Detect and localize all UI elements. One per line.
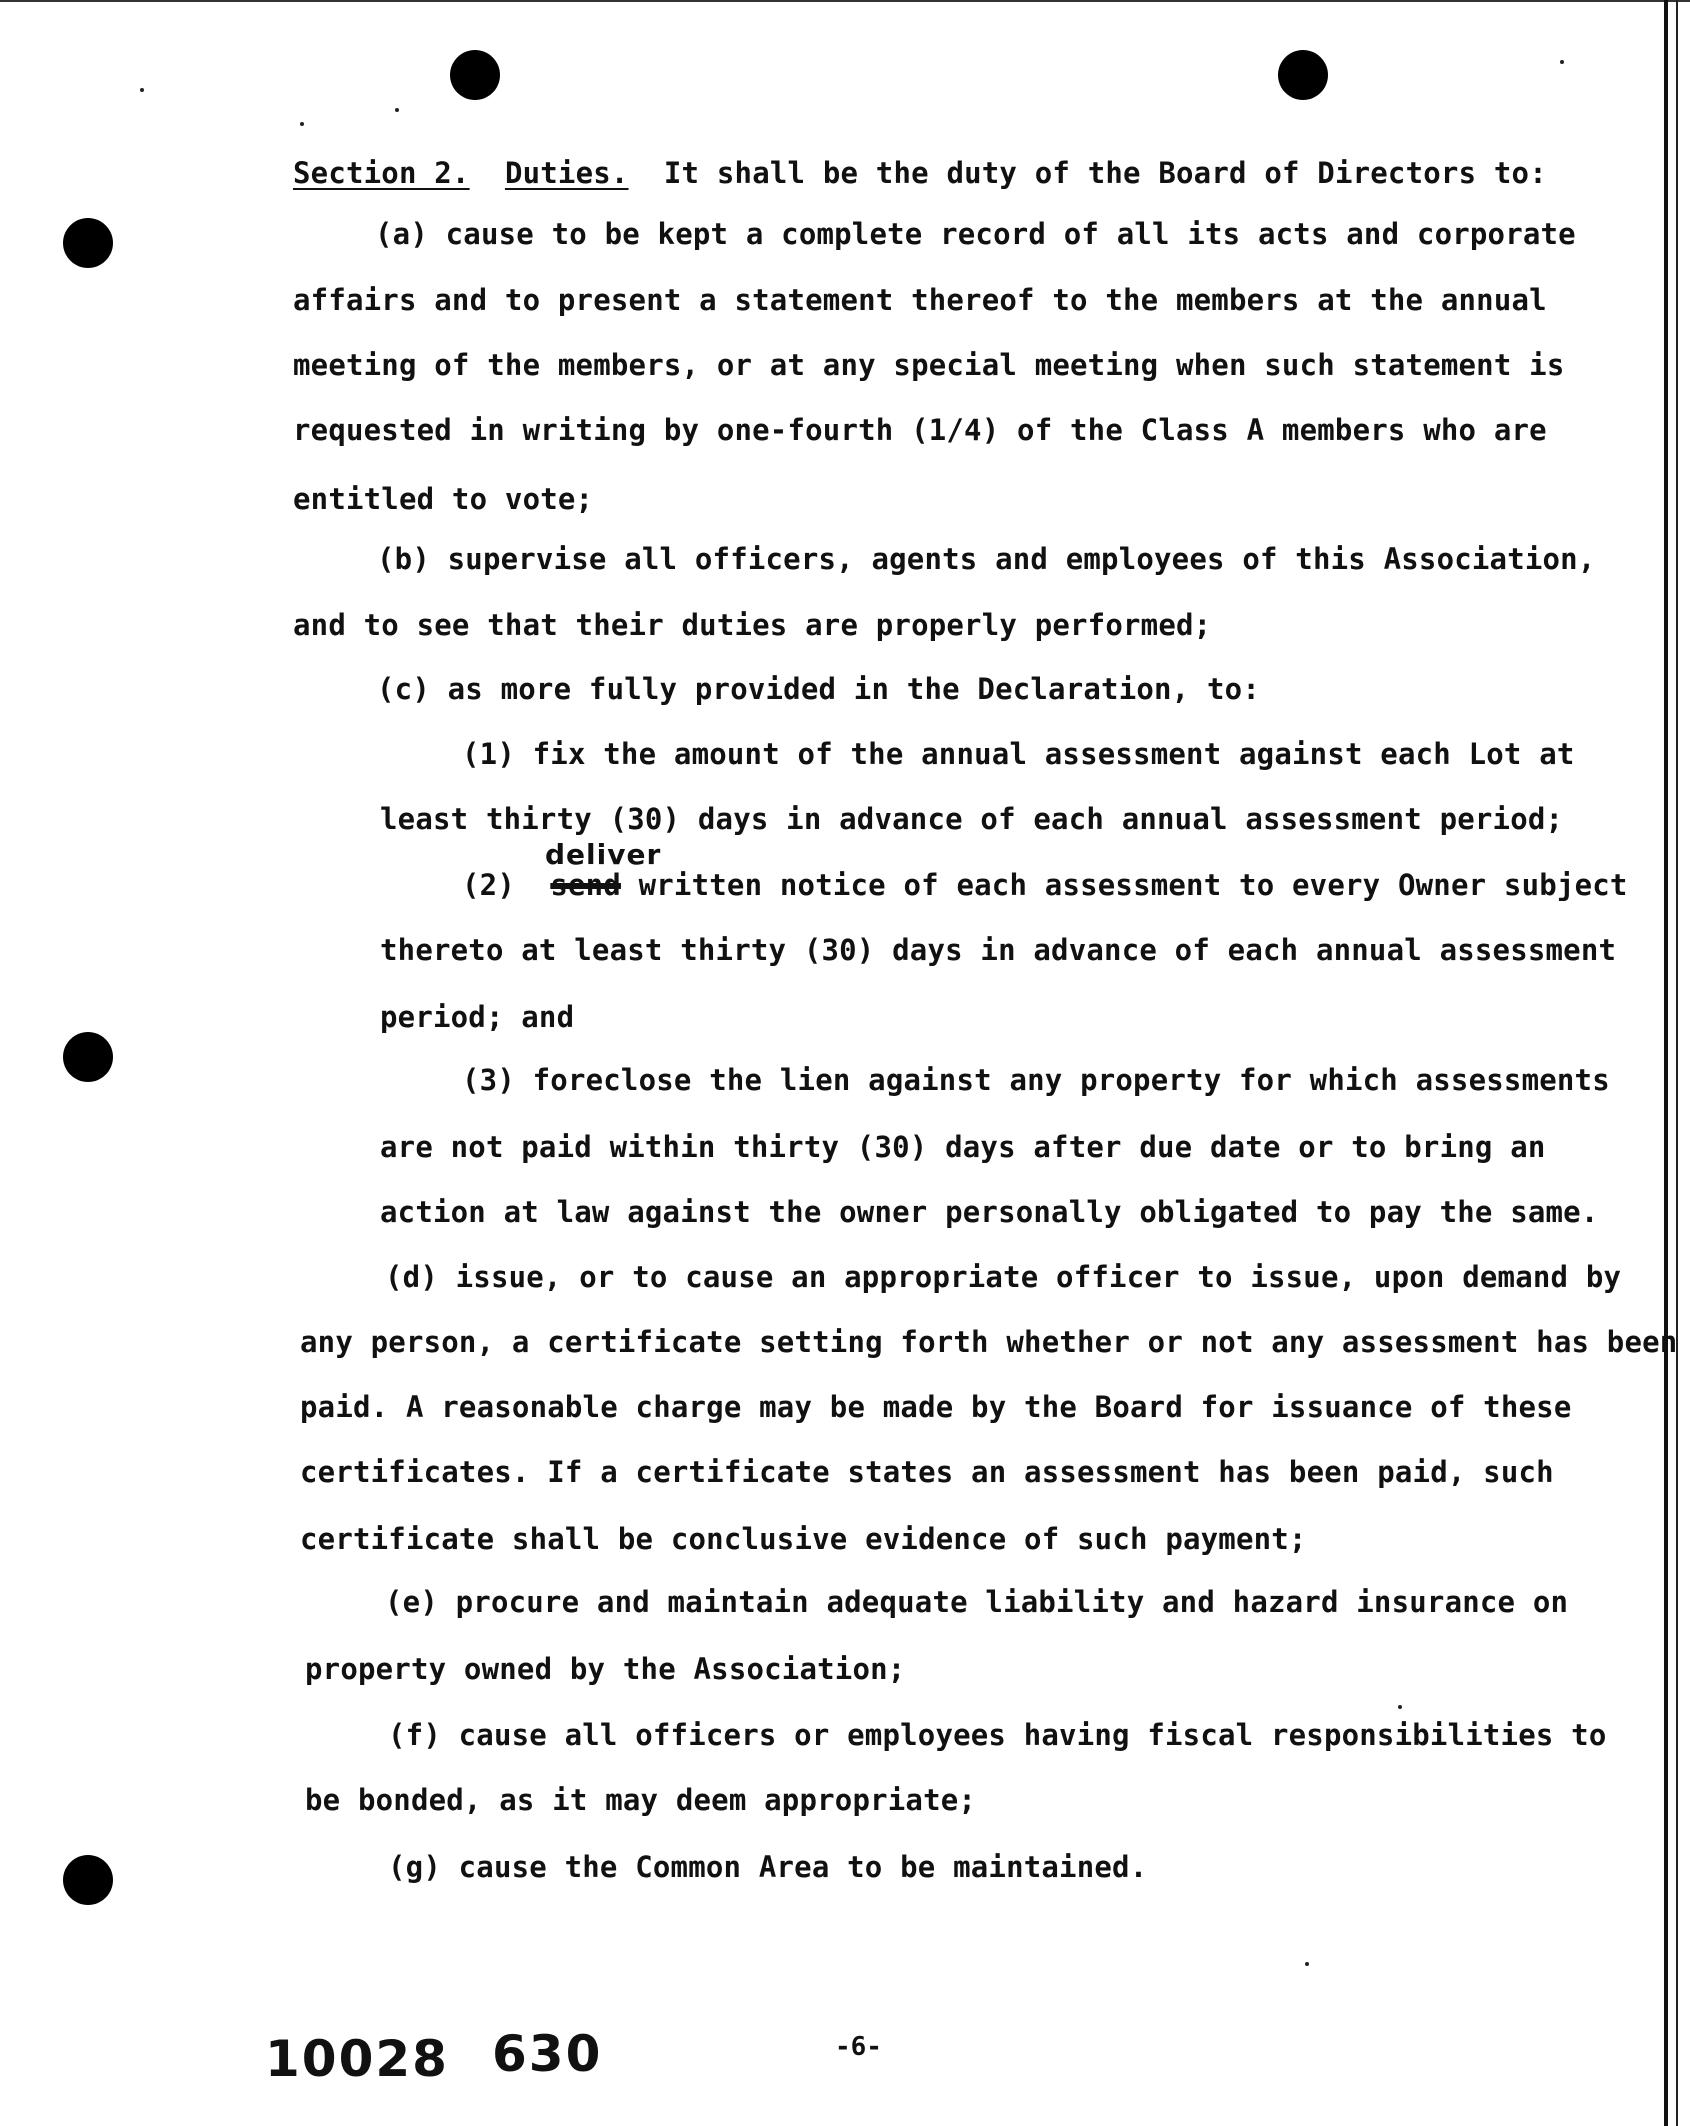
- clause-a-line-4: requested in writing by one-fourth (1/4) of the Class A members who are: [293, 413, 1547, 447]
- clause-a-line-3: meeting of the members, or at any special meeting when such statement is: [293, 348, 1565, 382]
- scan-top-edge: [0, 0, 1690, 2]
- section-label: Section 2.: [293, 156, 470, 190]
- clause-a-line-5: entitled to vote;: [293, 482, 594, 516]
- clause-c1-line-1: (1) fix the amount of the annual assessment against each Lot at: [462, 737, 1575, 771]
- clause-d-line-2: any person, a certificate setting forth whether or not any assessment has been: [300, 1325, 1678, 1359]
- clause-c2-text: written notice of each assessment to every Owner subject: [620, 868, 1628, 902]
- clause-c-line-1: (c) as more fully provided in the Declaration, to:: [377, 672, 1260, 706]
- binder-hole-1: [63, 218, 113, 268]
- clause-c3-line-2: are not paid within thirty (30) days after due date or to bring an: [380, 1130, 1546, 1164]
- clause-c2-line-2: thereto at least thirty (30) days in advance of each annual assessment: [380, 933, 1617, 967]
- clause-a-line-1: (a) cause to be kept a complete record of all its acts and corporate: [375, 217, 1576, 251]
- clause-c3-line-1: (3) foreclose the lien against any property for which assessments: [462, 1063, 1610, 1097]
- recording-book-number: 10028: [265, 2030, 449, 2088]
- scan-speck: [300, 122, 304, 126]
- struck-word: send: [550, 868, 621, 902]
- clause-d-line-1: (d) issue, or to cause an appropriate officer to issue, upon demand by: [385, 1260, 1622, 1294]
- handwritten-insertion: deliver: [545, 838, 662, 871]
- binder-hole-3: [63, 1855, 113, 1905]
- scan-speck: [140, 88, 144, 92]
- clause-c1-line-2: least thirty (30) days in advance of each annual assessment period;: [380, 802, 1564, 836]
- scan-right-edge: [1664, 0, 1668, 2126]
- clause-b-line-1: (b) supervise all officers, agents and employees of this Association,: [377, 542, 1596, 576]
- clause-c2-number: (2): [462, 868, 515, 902]
- scan-speck: [395, 108, 399, 112]
- clause-g-line-1: (g) cause the Common Area to be maintained.: [388, 1850, 1148, 1884]
- clause-c2-line-1: [462, 868, 1628, 902]
- section-title: Duties.: [504, 156, 629, 190]
- scan-speck: [1305, 1962, 1309, 1966]
- page-number: -6-: [835, 2032, 882, 2062]
- clause-a-line-2: affairs and to present a statement thereof to the members at the annual: [293, 283, 1547, 317]
- clause-e-line-2: property owned by the Association;: [305, 1652, 906, 1686]
- clause-c2-line-3: period; and: [380, 1000, 575, 1034]
- punch-hole-top-left: [450, 50, 500, 100]
- binder-hole-2: [63, 1032, 113, 1082]
- clause-d-line-5: certificate shall be conclusive evidence of such payment;: [300, 1522, 1307, 1556]
- clause-e-line-1: (e) procure and maintain adequate liability and hazard insurance on: [385, 1585, 1569, 1619]
- scan-right-edge-inner: [1676, 0, 1678, 2126]
- scan-speck: [1398, 1705, 1402, 1709]
- clause-d-line-4: certificates. If a certificate states an assessment has been paid, such: [300, 1455, 1554, 1489]
- section-intro: It shall be the duty of the Board of Directors to:: [663, 156, 1547, 190]
- section-heading: [293, 156, 1547, 190]
- recording-page-number: 630: [492, 2025, 603, 2083]
- clause-d-line-3: paid. A reasonable charge may be made by the Board for issuance of these: [300, 1390, 1572, 1424]
- clause-c3-line-3: action at law against the owner personally obligated to pay the same.: [380, 1195, 1599, 1229]
- clause-f-line-1: (f) cause all officers or employees having fiscal responsibilities to: [388, 1718, 1607, 1752]
- clause-f-line-2: be bonded, as it may deem appropriate;: [305, 1783, 977, 1817]
- scan-speck: [1560, 60, 1564, 64]
- punch-hole-top-right: [1278, 50, 1328, 100]
- clause-b-line-2: and to see that their duties are properly performed;: [293, 608, 1212, 642]
